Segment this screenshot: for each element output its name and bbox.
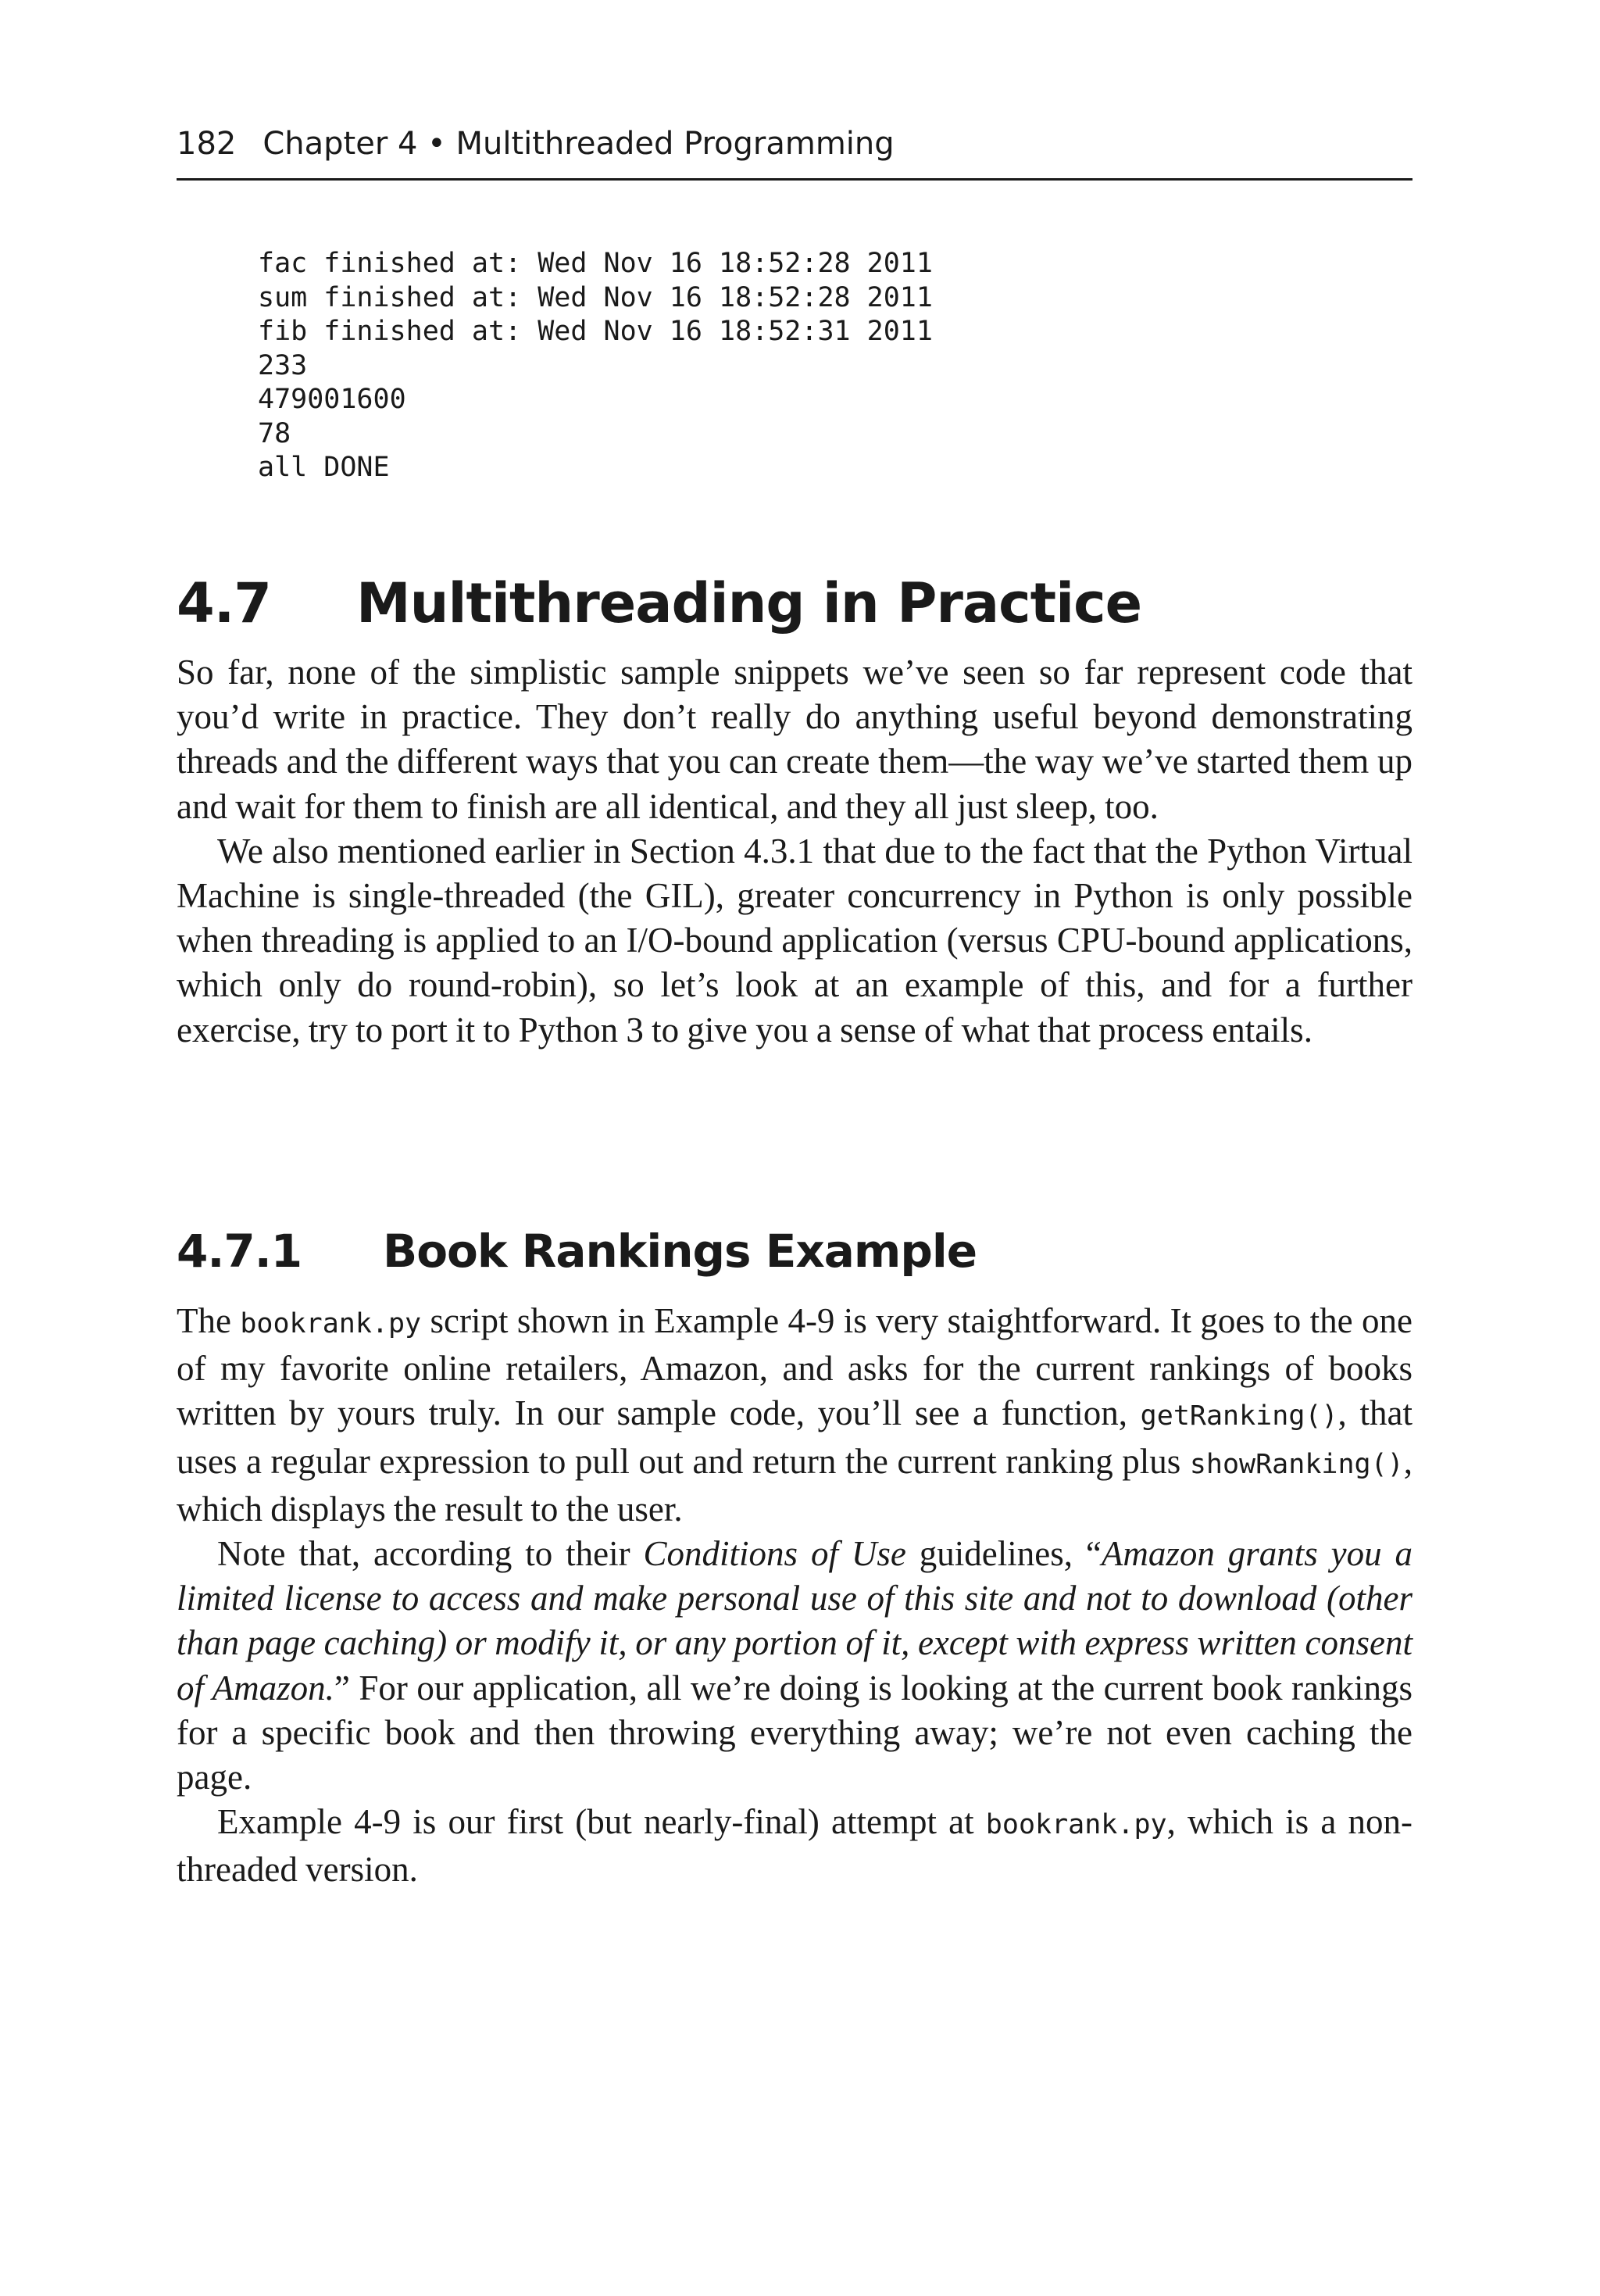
- inline-code: showRanking(): [1189, 1448, 1404, 1480]
- italic-quote: Amazon grants you a limited license to access and make personal use of this site and not to download (other than page caching) or modify it, or any portion of it, except with express written consent of Amazon.: [177, 1534, 1412, 1708]
- book-page: [177, 0, 1412, 2296]
- inline-code: getRanking(): [1140, 1400, 1338, 1432]
- inline-code: bookrank.py: [985, 1809, 1167, 1841]
- subsection-body: [177, 1299, 1412, 1893]
- paragraph: [177, 1532, 1412, 1800]
- running-head: [177, 122, 1412, 181]
- text-run: The: [177, 1301, 241, 1340]
- paragraph: We also mentioned earlier in Section 4.3.1 that due to the fact that the Python Virtual Machine is single-threaded (the GIL), greater concurrency in Python is only possible when threading is applied to an I/O-bound application (versus CPU-bound applications, which only do round-robin), so let’s look at an example of this, and for a further exercise, try to port it to Python 3 to give you a sense of what that process entails.: [177, 831, 1412, 1050]
- text-run: Example 4-9 is our first (but nearly-final) attempt at: [217, 1802, 986, 1842]
- text-run: guidelines, “: [905, 1534, 1102, 1574]
- code-line: all DONE: [258, 452, 390, 483]
- section-body: [177, 650, 1412, 1053]
- section-number: 4.7: [177, 571, 272, 635]
- text-run: , which displays the result to the user.: [177, 1441, 1412, 1529]
- code-line: 78: [258, 417, 291, 449]
- code-line: 479001600: [258, 384, 406, 415]
- inline-code: bookrank.py: [240, 1308, 422, 1339]
- paragraph: So far, none of the simplistic sample snippets we’ve seen so far represent code that you’d write in practice. They don’t really do anything useful beyond demonstrating threads and the different ways that you can create them—the way we’ve started them up and wait for them to finish are all identical, and they all just sleep, too.: [177, 653, 1412, 826]
- code-line: 233: [258, 349, 308, 381]
- section-heading: [177, 564, 1412, 642]
- code-line: fac finished at: Wed Nov 16 18:52:28 2011: [258, 248, 933, 279]
- text-run: ” For our application, all we’re doing is looking at the current book rankings for a specific book and then throwing everything away; we’re not even caching the page.: [177, 1668, 1412, 1797]
- text-run: script shown in Example 4-9 is very staightforward. It goes to the one of my favorite online retailers, Amazon, and asks for the current rankings of books written by yours truly. In our sample code, you’ll see a function,: [177, 1301, 1412, 1433]
- code-line: fib finished at: Wed Nov 16 18:52:31 2011: [258, 316, 933, 347]
- subsection-title: Book Rankings Example: [383, 1225, 977, 1278]
- page-number: 182: [177, 126, 237, 162]
- text-run: , which is a non-threaded version.: [177, 1802, 1412, 1890]
- chapter-title: Chapter 4 • Multithreaded Programming: [262, 126, 895, 162]
- italic-text: Conditions of Use: [643, 1534, 906, 1574]
- text-run: Note that, according to their: [217, 1534, 644, 1574]
- text-run: , that uses a regular expression to pull out and return the current ranking plus: [177, 1393, 1412, 1481]
- subsection-number: 4.7.1: [177, 1225, 302, 1278]
- subsection-heading: [177, 1216, 1412, 1286]
- code-line: sum finished at: Wed Nov 16 18:52:28 2011: [258, 281, 933, 313]
- paragraph: [177, 1800, 1412, 1892]
- section-title: Multithreading in Practice: [356, 571, 1142, 635]
- code-output-block: [258, 247, 933, 485]
- paragraph: [177, 1299, 1412, 1532]
